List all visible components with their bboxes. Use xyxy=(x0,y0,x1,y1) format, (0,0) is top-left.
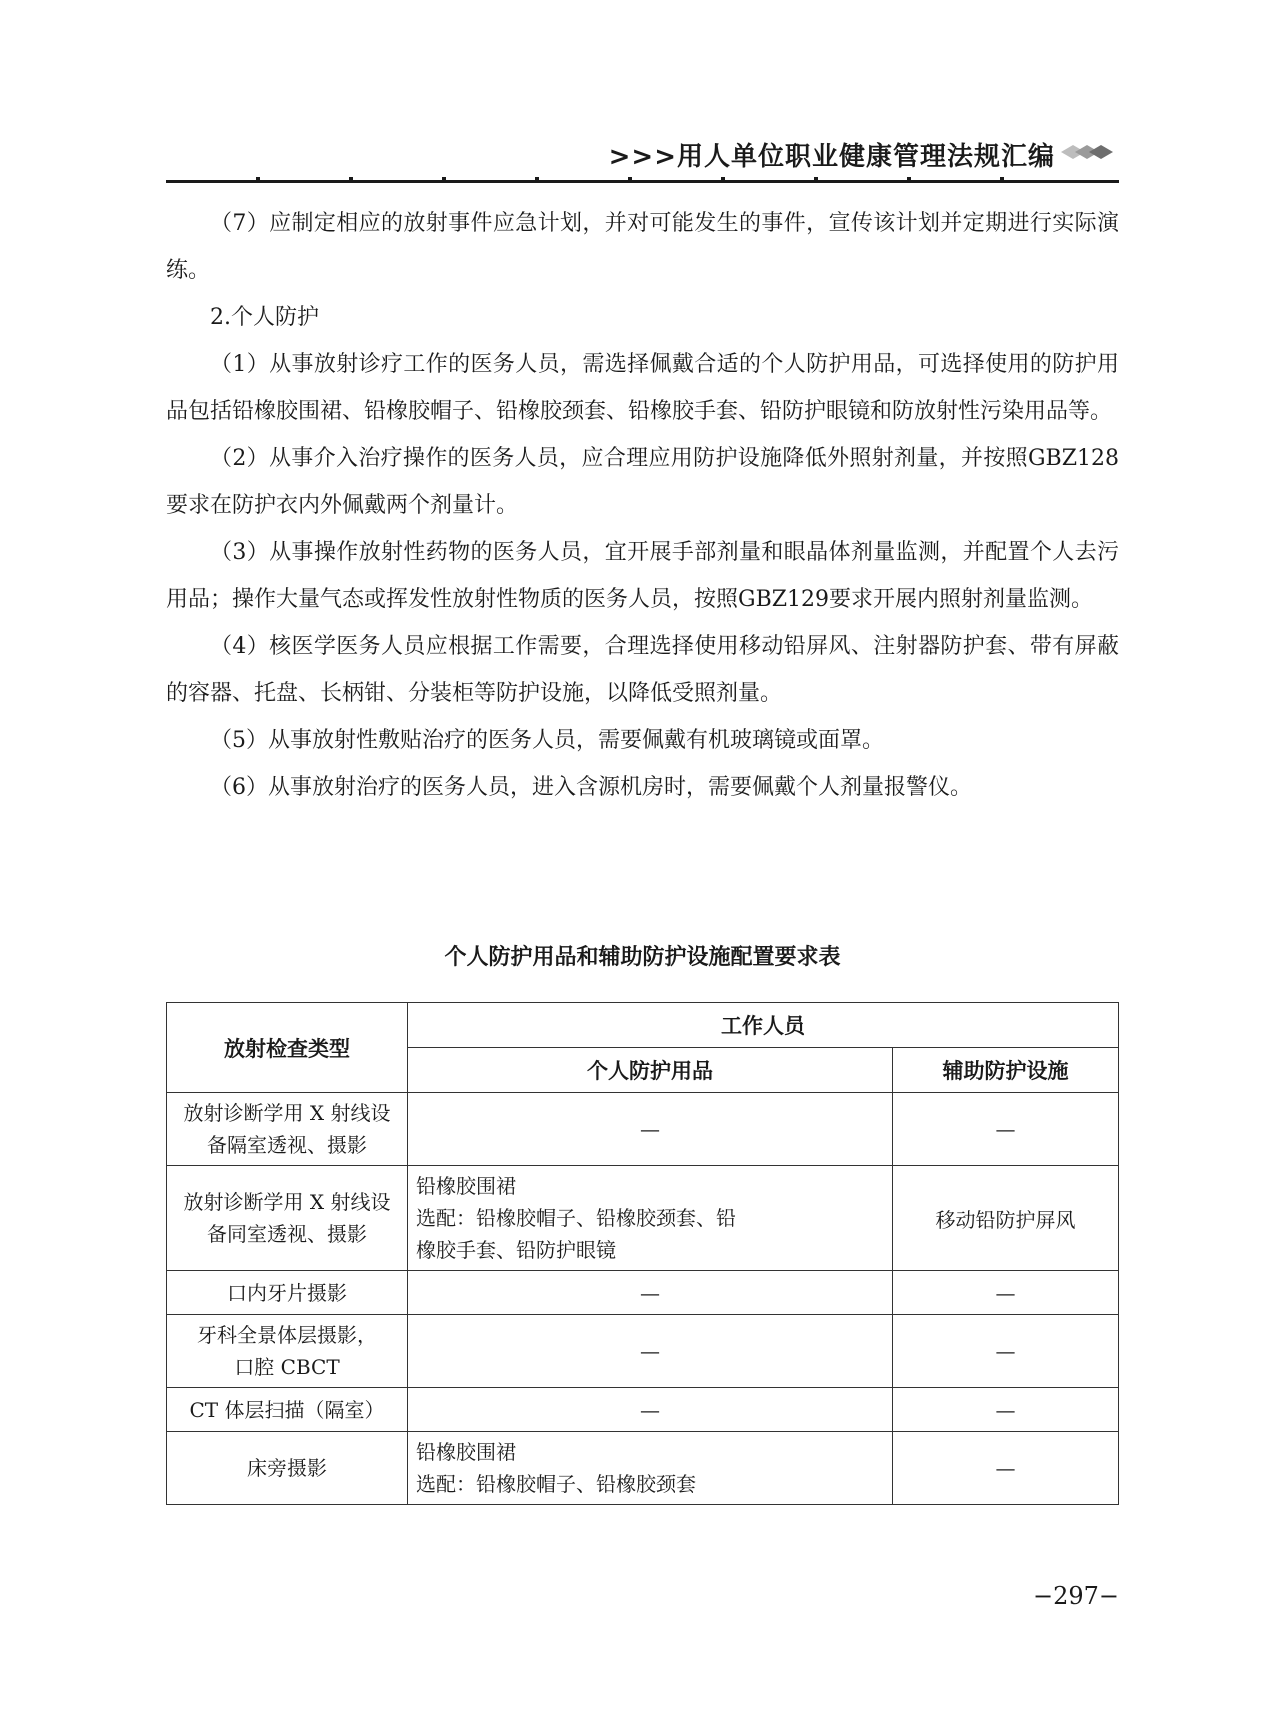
header-rule xyxy=(166,180,1119,186)
page-number: −297− xyxy=(1032,1582,1119,1610)
column-header-type: 放射检查类型 xyxy=(167,1003,408,1093)
table-caption: 个人防护用品和辅助防护设施配置要求表 xyxy=(444,945,841,970)
table-row xyxy=(167,1093,1119,1166)
paragraph: （4）核医学医务人员应根据工作需要，合理选择使用移动铅屏风、注射器防护套、带有屏蔽的容器、托盘、长柄钳、分装柜等防护设施，以降低受照剂量。 xyxy=(166,634,1119,706)
aux-cell: — xyxy=(893,1315,1119,1388)
table-row xyxy=(167,1271,1119,1315)
paragraph: （6）从事放射治疗的医务人员，进入含源机房时，需要佩戴个人剂量报警仪。 xyxy=(210,775,972,800)
type-cell: 口内牙片摄影 xyxy=(167,1271,408,1315)
ppe-cell: 铅橡胶围裙 选配：铅橡胶帽子、铅橡胶颈套 xyxy=(408,1432,893,1505)
column-header-aux: 辅助防护设施 xyxy=(893,1048,1119,1093)
running-header xyxy=(166,136,1119,172)
ppe-cell: 铅橡胶围裙 选配：铅橡胶帽子、铅橡胶颈套、铅 橡胶手套、铅防护眼镜 xyxy=(408,1166,893,1271)
aux-cell: — xyxy=(893,1093,1119,1166)
header-title: >>>用人单位职业健康管理法规汇编 xyxy=(608,142,1055,172)
ppe-cell: — xyxy=(408,1315,893,1388)
aux-cell: — xyxy=(893,1388,1119,1432)
aux-cell: — xyxy=(893,1432,1119,1505)
column-header-ppe: 个人防护用品 xyxy=(408,1048,893,1093)
paragraph: （3）从事操作放射性药物的医务人员，宜开展手部剂量和眼晶体剂量监测，并配置个人去污用品；操作大量气态或挥发性放射性物质的医务人员，按照GBZ129要求开展内照射剂量监测。 xyxy=(166,540,1119,612)
aux-cell: 移动铅防护屏风 xyxy=(893,1166,1119,1271)
type-cell: 放射诊断学用 X 射线设 备隔室透视、摄影 xyxy=(167,1093,408,1166)
ppe-cell: — xyxy=(408,1271,893,1315)
paragraph: （7）应制定相应的放射事件应急计划，并对可能发生的事件，宣传该计划并定期进行实际演练。 xyxy=(166,211,1119,283)
table-row xyxy=(167,1315,1119,1388)
type-cell: 放射诊断学用 X 射线设 备同室透视、摄影 xyxy=(167,1166,408,1271)
table-row xyxy=(167,1388,1119,1432)
diamond-ornament-icon xyxy=(1059,142,1119,162)
paragraph: （5）从事放射性敷贴治疗的医务人员，需要佩戴有机玻璃镜或面罩。 xyxy=(210,728,884,753)
table-row xyxy=(167,1432,1119,1505)
paragraph: （1）从事放射诊疗工作的医务人员，需选择佩戴合适的个人防护用品，可选择使用的防护用品包括铅橡胶围裙、铅橡胶帽子、铅橡胶颈套、铅橡胶手套、铅防护眼镜和防放射性污染用品等。 xyxy=(166,352,1119,424)
type-cell: 牙科全景体层摄影， 口腔 CBCT xyxy=(167,1315,408,1388)
type-cell: CT 体层扫描（隔室） xyxy=(167,1388,408,1432)
section-heading: 2.个人防护 xyxy=(210,305,319,330)
type-cell: 床旁摄影 xyxy=(167,1432,408,1505)
paragraph: （2）从事介入治疗操作的医务人员，应合理应用防护设施降低外照射剂量，并按照GBZ128要求在防护衣内外佩戴两个剂量计。 xyxy=(166,446,1119,518)
ppe-cell: — xyxy=(408,1093,893,1166)
requirements-table xyxy=(166,1002,1119,1505)
ppe-cell: — xyxy=(408,1388,893,1432)
column-group-header: 工作人员 xyxy=(408,1003,1119,1048)
table-row xyxy=(167,1166,1119,1271)
body-text xyxy=(166,200,1119,811)
aux-cell: — xyxy=(893,1271,1119,1315)
